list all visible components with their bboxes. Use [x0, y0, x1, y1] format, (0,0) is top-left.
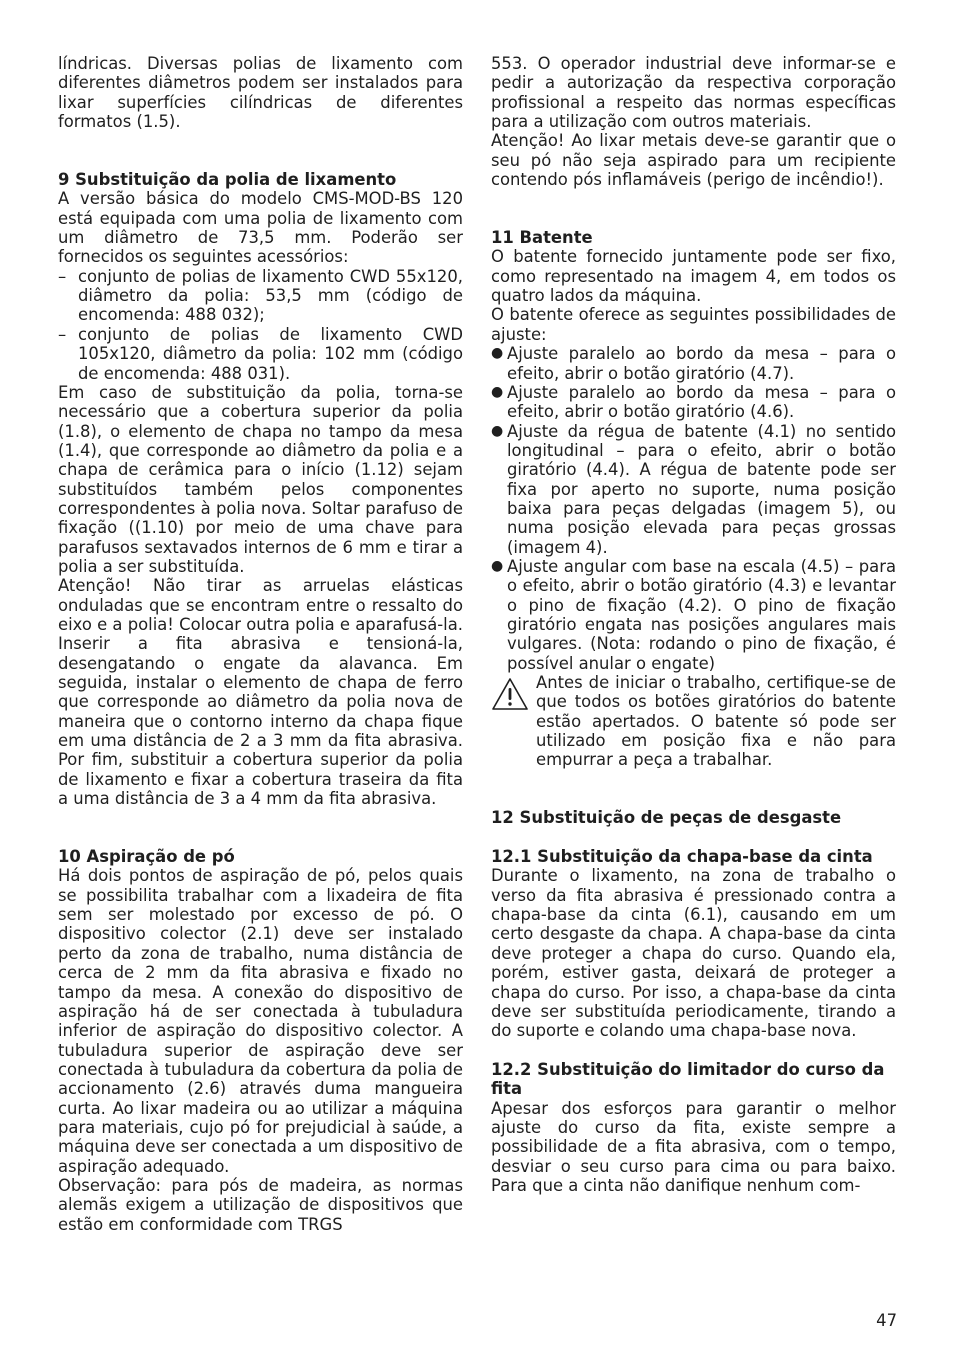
- section-10-paragraph-2: Observação: para pós de madeira, as normas alemãs exigem a utilização de dispositivos que estão em conformidade com TRGS: [58, 1175, 463, 1234]
- section-11-heading: 11 Batente: [491, 228, 593, 248]
- section-12-2-paragraph: Apesar dos esforços para garantir o melhor ajuste do curso da fita, existe sempre a possibilidade de a fita abrasiva, com o tempo, desviar o seu curso para cima ou para baixo. Para que a cinta não danifique nenhum com-: [491, 1098, 896, 1195]
- accessory-item-text: conjunto de polias de lixamento CWD 55x120, diâmetro da polia: 53,5 mm (código de encomenda: 488 032);: [78, 266, 463, 325]
- bullet-marker: ●: [491, 345, 504, 362]
- warning-triangle-icon: [491, 677, 529, 711]
- right-column: [491, 54, 896, 1195]
- adjustment-list-item: [491, 557, 896, 673]
- bullet-marker: ●: [491, 422, 504, 439]
- adjustment-item-text: Ajuste angular com base na escala (4.5) – para o efeito, abrir o botão giratório (4.3) e levantar o pino de fixação (4.2). O pino de fixação giratório engata nas posições angulares mais vulgares. (Nota: rodando o pino de fixação, é possível anular o engate): [507, 556, 896, 673]
- fence-warning-note: [491, 673, 896, 770]
- section-10-heading: 10 Aspiração de pó: [58, 847, 235, 867]
- accessory-list-item: [58, 325, 463, 383]
- intro-paragraph: líndricas. Diversas polias de lixamento com diferentes diâmetros podem ser instalados para lixar superfícies cilíndricas de diferentes formatos (1.5).: [58, 54, 463, 132]
- accessory-list-item: [58, 267, 463, 325]
- dash-marker: –: [58, 266, 67, 286]
- continued-paragraph: 553. O operador industrial deve informar-se e pedir a autorização da respectiva corporação profissional a respeito das normas específicas para a utilização com outros materiais.: [491, 54, 896, 132]
- metal-dust-warning-paragraph: Atenção! Ao lixar metais deve-se garantir que o seu pó não seja aspirado para um recipiente contendo pós inflamáveis (perigo de incêndio!).: [491, 131, 896, 190]
- adjustment-list-item: [491, 344, 896, 383]
- section-12-1-paragraph: Durante o lixamento, na zona de trabalho o verso da fita abrasiva é pressionado contra a chapa-base da cinta (6.1), causando em um certo desgaste da chapa. A chapa-base da cinta deve proteger a chapa do curso. Quando ela, porém, estiver gasta, deixará de proteger a chapa do curso. Por isso, a chapa-base da cinta deve ser substituída periodicamente, tirando a do suporte e colando uma chapa-base nova.: [491, 866, 896, 1041]
- dash-marker: –: [58, 324, 67, 344]
- adjustment-list-item: [491, 422, 896, 557]
- section-9-heading: 9 Substituição da polia de lixamento: [58, 170, 397, 190]
- section-11-paragraph-1: O batente fornecido juntamente pode ser fixo, como representado na imagem 4, em todos os quatro lados da máquina.: [491, 247, 896, 306]
- bullet-marker: ●: [491, 557, 504, 574]
- bullet-marker: ●: [491, 383, 504, 400]
- page-number: 47: [876, 1311, 897, 1330]
- adjustment-item-text: Ajuste da régua de batente (4.1) no sentido longitudinal – para o efeito, abrir o botão giratório (4.4). A régua de batente pode ser fixa por aperto no suporte, numa posição baixa para peças delgadas (imagem 5), ou numa posição elevada para peças grossas (imagem 4).: [507, 421, 896, 557]
- adjustment-item-text: Ajuste paralelo ao bordo da mesa – para o efeito, abrir o botão giratório (4.6).: [507, 382, 896, 422]
- adjustment-list-item: [491, 383, 896, 422]
- section-12-heading: 12 Substituição de peças de desgaste: [491, 808, 842, 828]
- fence-warning-text: Antes de iniciar o trabalho, certifique-se de que todos os botões giratórios do batente estão apertados. O batente só pode ser utilizado em posição fixa e não para empurrar a peça a trabalhar.: [536, 673, 896, 770]
- accessory-item-text: conjunto de polias de lixamento CWD 105x120, diâmetro da polia: 102 mm (código de encomenda: 488 031).: [78, 324, 463, 383]
- left-column: [58, 54, 463, 1234]
- section-9-paragraph-1: A versão básica do modelo CMS-MOD-BS 120 está equipada com uma polia de lixamento com um diâmetro de 73,5 mm. Poderão ser fornecidos os seguintes acessórios:: [58, 189, 463, 267]
- section-12-2-heading: 12.2 Substituição do limitador do curso da fita: [491, 1059, 885, 1099]
- section-9-paragraph-3: Atenção! Não tirar as arruelas elásticas onduladas que se encontram entre o ressalto do eixo e a polia! Colocar outra polia e aparafusá-la. Inserir a fita abrasiva e tensioná-la, desengatando o engate da alavanca. Em seguida, instalar o elemento de chapa de ferro que corresponde ao diâmetro da polia nova de maneira que o contorno interno da chapa fique em uma distância de 2 a 3 mm da fita abrasiva. Por fim, substituir a cobertura superior da polia de lixamento e fixar a cobertura traseira da fita a uma distância de 3 a 4 mm da fita abrasiva.: [58, 576, 463, 809]
- section-12-1-heading: 12.1 Substituição da chapa-base da cinta: [491, 847, 873, 867]
- adjustment-item-text: Ajuste paralelo ao bordo da mesa – para o efeito, abrir o botão giratório (4.7).: [507, 344, 896, 383]
- section-9-paragraph-2: Em caso de substituição da polia, torna-se necessário que a cobertura superior da polia (1.8), o elemento de chapa no tampo da mesa (1.4), que corresponde ao diâmetro da polia e a chapa de cerâmica para o início (1.12) sejam substituídos também pelos componentes correspondentes à polia nova. Soltar parafuso de fixação ((1.10) por meio de uma chave para parafusos sextavados internos de 6 mm e tirar a polia a ser substituída.: [58, 382, 463, 576]
- section-10-paragraph-1: Há dois pontos de aspiração de pó, pelos quais se possibilita trabalhar com a lixadeira de fita sem ser molestado por excesso de pó. O dispositivo colector (2.1) deve ser instalado perto da zona de trabalho, numa distância de cerca de 2 mm da fita abrasiva e fixado no tampo da mesa. A conexão do dispositivo de aspiração há de ser conectada à tubuladura inferior de aspiração do dispositivo colector. A tubuladura superior de aspiração deve ser conectada à tubuladura da cobertura da polia de accionamento (2.6) através duma mangueira curta. Ao lixar madeira ou ao utilizar a máquina para materiais, cujo pó for prejudicial à saúde, a máquina deve ser conectada a um dispositivo de aspiração adequado.: [58, 866, 463, 1176]
- section-11-paragraph-2: O batente oferece as seguintes possibilidades de ajuste:: [491, 305, 896, 344]
